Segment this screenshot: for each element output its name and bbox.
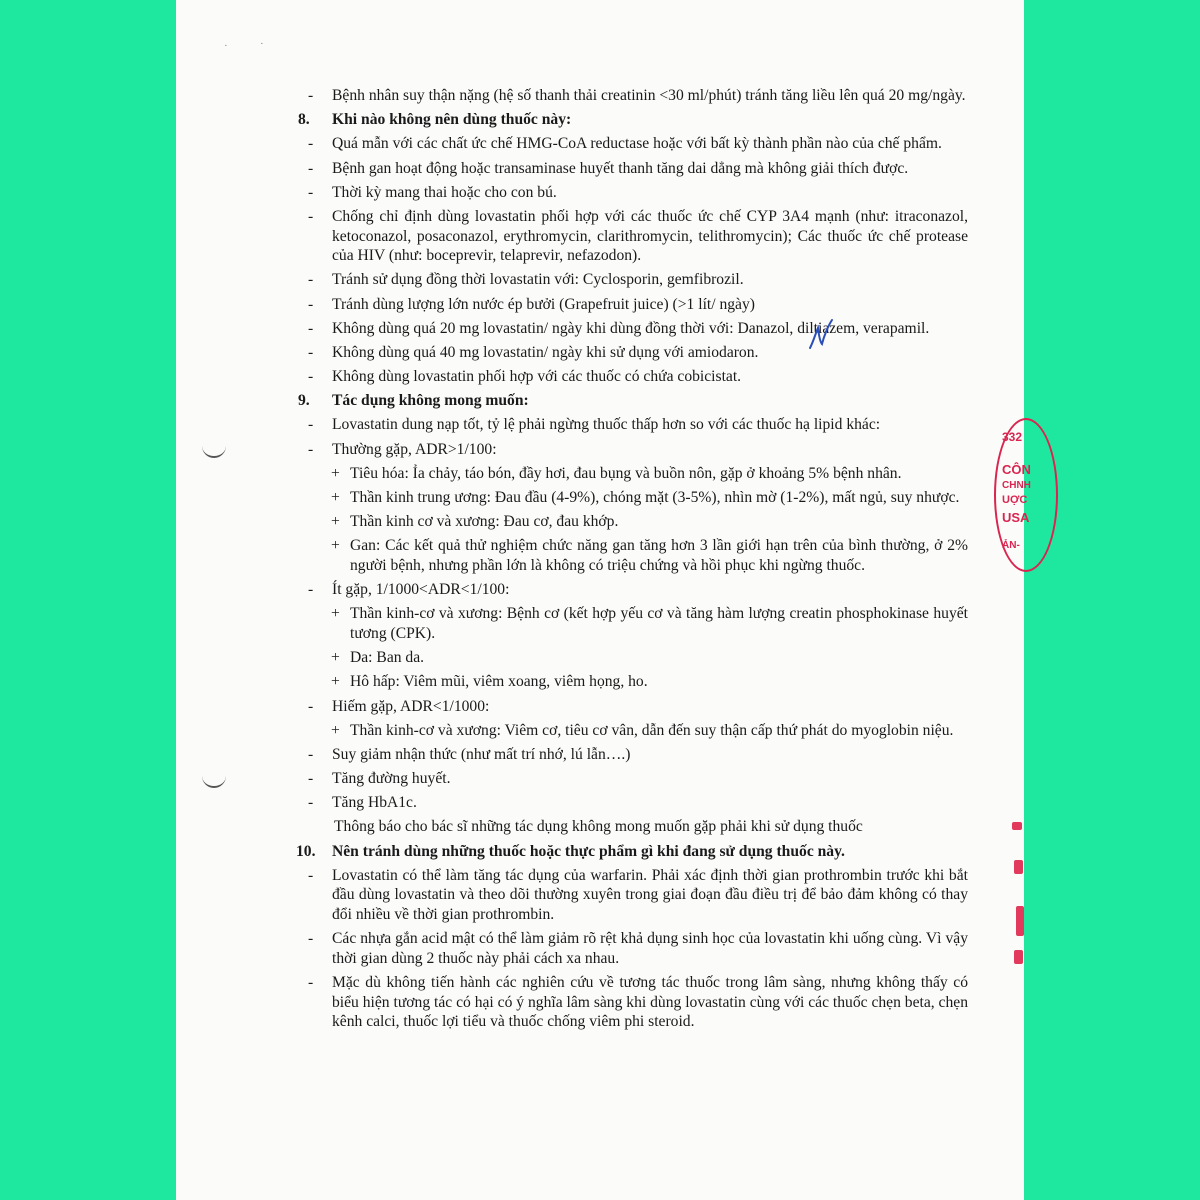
signature-mark bbox=[806, 318, 836, 354]
dash-marker: - bbox=[308, 135, 314, 153]
dash-marker: - bbox=[308, 930, 314, 948]
stamp-fragment bbox=[1014, 860, 1023, 874]
stamp-fragment bbox=[1016, 906, 1024, 936]
stamp-text: USA bbox=[1002, 510, 1030, 525]
list-item bbox=[298, 367, 968, 387]
dash-marker: - bbox=[308, 697, 314, 715]
other-effects-list bbox=[298, 745, 968, 813]
punch-hole-mark bbox=[202, 776, 226, 788]
rare-effects-list bbox=[298, 721, 968, 741]
list-item-text: Hiếm gặp, ADR<1/1000: bbox=[332, 697, 490, 715]
dash-marker: - bbox=[308, 581, 314, 599]
dash-marker: - bbox=[308, 343, 314, 361]
list-item-text: Ít gặp, 1/1000<ADR<1/100: bbox=[332, 581, 510, 599]
dash-marker: - bbox=[308, 271, 314, 289]
list-item-text: Tăng đường huyết. bbox=[332, 770, 451, 788]
stamp-text: UỢC bbox=[1002, 494, 1028, 506]
stamp-text: 332 bbox=[1002, 430, 1023, 444]
list-item-text: Tiêu hóa: Ỉa chảy, táo bón, đầy hơi, đau bụng và buồn nôn, gặp ở khoảng 5% bệnh nhân. bbox=[350, 464, 902, 482]
stamp-text: CÔN bbox=[1002, 462, 1031, 477]
list-item bbox=[298, 295, 968, 315]
section-title: Nên tránh dùng những thuốc hoặc thực phẩm gì khi đang sử dụng thuốc này. bbox=[332, 842, 845, 860]
list-item bbox=[298, 207, 968, 266]
list-item bbox=[298, 319, 968, 339]
list-item bbox=[298, 973, 968, 1032]
list-item bbox=[298, 580, 968, 600]
document-page bbox=[176, 0, 1031, 1200]
list-item bbox=[298, 183, 968, 203]
section-8-heading bbox=[298, 110, 968, 130]
sub-list-item bbox=[298, 464, 968, 484]
intro-list bbox=[298, 86, 968, 106]
sub-list-item bbox=[298, 604, 968, 643]
sub-list-item bbox=[298, 672, 968, 692]
list-item bbox=[298, 134, 968, 154]
list-item bbox=[298, 929, 968, 968]
punch-hole-mark bbox=[202, 446, 226, 458]
section-number: 10. bbox=[296, 842, 316, 860]
dash-marker: - bbox=[308, 295, 314, 313]
section-number: 8. bbox=[298, 111, 310, 129]
list-item-text: Thần kinh trung ương: Đau đầu (4-9%), chóng mặt (3-5%), nhìn mờ (1-2%), mất ngủ, suy nhược. bbox=[350, 489, 960, 506]
list-item bbox=[298, 86, 968, 106]
plus-marker: + bbox=[331, 464, 340, 482]
list-item-text: Lovastatin có thể làm tăng tác dụng của warfarin. Phải xác định thời gian prothrombin trước khi bắt đầu dùng lovastatin và theo dõi thường xuyên trong giai đoạn đầu điều trị để bảo đảm không có thay đổi nhiều về thời gian prothrombin. bbox=[332, 866, 968, 923]
dash-marker: - bbox=[308, 745, 314, 763]
list-item-text: Suy giảm nhận thức (như mất trí nhớ, lú lẫn….) bbox=[332, 745, 631, 763]
common-effects-list bbox=[298, 464, 968, 576]
plus-marker: + bbox=[331, 673, 340, 691]
list-item-text: Quá mẫn với các chất ức chế HMG-CoA reductase hoặc với bất kỳ thành phần nào của chế phẩm. bbox=[332, 135, 942, 153]
document-body bbox=[298, 86, 968, 1036]
section-8-list bbox=[298, 134, 968, 386]
list-item bbox=[298, 159, 968, 179]
list-item bbox=[298, 697, 968, 717]
section-title: Khi nào không nên dùng thuốc này: bbox=[332, 111, 572, 129]
section-title: Tác dụng không mong muốn: bbox=[332, 392, 529, 410]
dash-marker: - bbox=[308, 794, 314, 812]
list-item bbox=[298, 415, 968, 435]
plus-marker: + bbox=[331, 537, 340, 555]
list-item-text: Thần kinh-cơ và xương: Bệnh cơ (kết hợp yếu cơ và tăng hàm lượng creatin phosphokinase huyết tương (CPK). bbox=[350, 605, 968, 642]
list-item-text: Tăng HbA1c. bbox=[332, 794, 417, 812]
list-item bbox=[298, 769, 968, 789]
list-item-text: Thần kinh-cơ và xương: Viêm cơ, tiêu cơ vân, dẫn đến suy thận cấp thứ phát do myoglobin niệu. bbox=[350, 721, 954, 739]
sub-list-item bbox=[298, 721, 968, 741]
dash-marker: - bbox=[308, 319, 314, 337]
dash-marker: - bbox=[308, 207, 314, 225]
plus-marker: + bbox=[331, 489, 340, 506]
section-10-list bbox=[298, 866, 968, 1032]
list-item-text: Lovastatin dung nạp tốt, tỷ lệ phải ngừng thuốc thấp hơn so với các thuốc hạ lipid khác: bbox=[332, 416, 881, 434]
list-item-text: Không dùng quá 20 mg lovastatin/ ngày khi dùng đồng thời với: Danazol, diltiazem, verapamil. bbox=[332, 319, 930, 337]
dash-marker: - bbox=[308, 866, 314, 884]
list-item bbox=[298, 745, 968, 765]
sub-list-item bbox=[298, 648, 968, 668]
plus-marker: + bbox=[331, 605, 340, 623]
section-9-heading bbox=[298, 391, 968, 411]
section-10-heading bbox=[298, 842, 968, 862]
list-item-text: Chống chỉ định dùng lovastatin phối hợp với các thuốc ức chế CYP 3A4 mạnh (như: itraconazol, ketoconazol, posaconazol, erythromycin, clarithromycin, telithromycin); Các thuốc ức chế protease của HIV (như: boceprevir, telaprevir, nefazodon). bbox=[332, 207, 968, 265]
plus-marker: + bbox=[331, 649, 340, 667]
dash-marker: - bbox=[308, 183, 314, 201]
list-item-text: Tránh dùng lượng lớn nước ép bưởi (Grapefruit juice) (>1 lít/ ngày) bbox=[332, 295, 755, 313]
advice-note: Thông báo cho bác sĩ những tác dụng không mong muốn gặp phải khi sử dụng thuốc bbox=[334, 818, 863, 836]
list-item-text: Gan: Các kết quả thử nghiệm chức năng gan tăng hơn 3 lần giới hạn trên của bình thường, ở 2% người bệnh, nhưng phần lớn là không có triệu chứng và hồi phục khi ngừng thuốc. bbox=[350, 537, 968, 574]
list-item-text: Bệnh gan hoạt động hoặc transaminase huyết thanh tăng dai dẳng mà không giải thích được. bbox=[332, 159, 909, 177]
list-item bbox=[298, 793, 968, 813]
sub-list-item bbox=[298, 536, 968, 575]
list-item-text: Thần kinh cơ và xương: Đau cơ, đau khớp. bbox=[350, 513, 619, 531]
stamp-text: ẢN- bbox=[1002, 540, 1020, 551]
dash-marker: - bbox=[308, 440, 314, 458]
list-item-text: Thời kỳ mang thai hoặc cho con bú. bbox=[332, 183, 557, 201]
list-item bbox=[298, 440, 968, 460]
list-item-text: Da: Ban da. bbox=[350, 649, 425, 667]
list-item bbox=[298, 866, 968, 925]
red-stamp bbox=[994, 418, 1058, 572]
list-item-text: Mặc dù không tiến hành các nghiên cứu về tương tác thuốc trong lâm sàng, nhưng không thấy có biểu hiện tương tác có hại có ý nghĩa lâm sàng khi dùng lovastatin cùng với các thuốc chẹn beta, chẹn kênh calci, thuốc lợi tiểu và thuốc chống viêm phi steroid. bbox=[332, 973, 968, 1031]
section-number: 9. bbox=[298, 392, 310, 410]
dash-marker: - bbox=[308, 87, 314, 104]
uncommon-effects-list bbox=[298, 604, 968, 692]
list-item-text: Không dùng lovastatin phối hợp với các thuốc có chứa cobicistat. bbox=[332, 368, 742, 386]
list-item-text: Bệnh nhân suy thận nặng (hệ số thanh thải creatinin <30 ml/phút) tránh tăng liều lên quá 20 mg/ngày. bbox=[332, 87, 966, 104]
list-item-text: Thường gặp, ADR>1/100: bbox=[332, 440, 497, 458]
dash-marker: - bbox=[308, 368, 314, 386]
list-item bbox=[298, 343, 968, 363]
plus-marker: + bbox=[331, 513, 340, 531]
dash-marker: - bbox=[308, 416, 314, 434]
list-item-text: Hô hấp: Viêm mũi, viêm xoang, viêm họng, ho. bbox=[350, 673, 648, 691]
list-item-text: Tránh sử dụng đồng thời lovastatin với: Cyclosporin, gemfibrozil. bbox=[332, 271, 744, 289]
dash-marker: - bbox=[308, 973, 314, 991]
dash-marker: - bbox=[308, 770, 314, 788]
sub-list-item bbox=[298, 512, 968, 532]
list-item-text: Các nhựa gắn acid mật có thể làm giảm rõ rệt khả dụng sinh học của lovastatin khi uống cùng. Vì vậy thời gian dùng 2 thuốc này phải cách xa nhau. bbox=[332, 930, 968, 967]
stamp-text: CHNH bbox=[1002, 480, 1031, 491]
plus-marker: + bbox=[331, 721, 340, 739]
stamp-fragment bbox=[1012, 822, 1022, 830]
list-item bbox=[298, 270, 968, 290]
sub-list-item bbox=[298, 488, 968, 508]
dash-marker: - bbox=[308, 159, 314, 177]
scan-speck: · bbox=[260, 38, 264, 50]
scan-speck: · bbox=[224, 40, 228, 52]
list-item-text: Không dùng quá 40 mg lovastatin/ ngày khi sử dụng với amiodaron. bbox=[332, 343, 759, 361]
stamp-fragment bbox=[1014, 950, 1023, 964]
